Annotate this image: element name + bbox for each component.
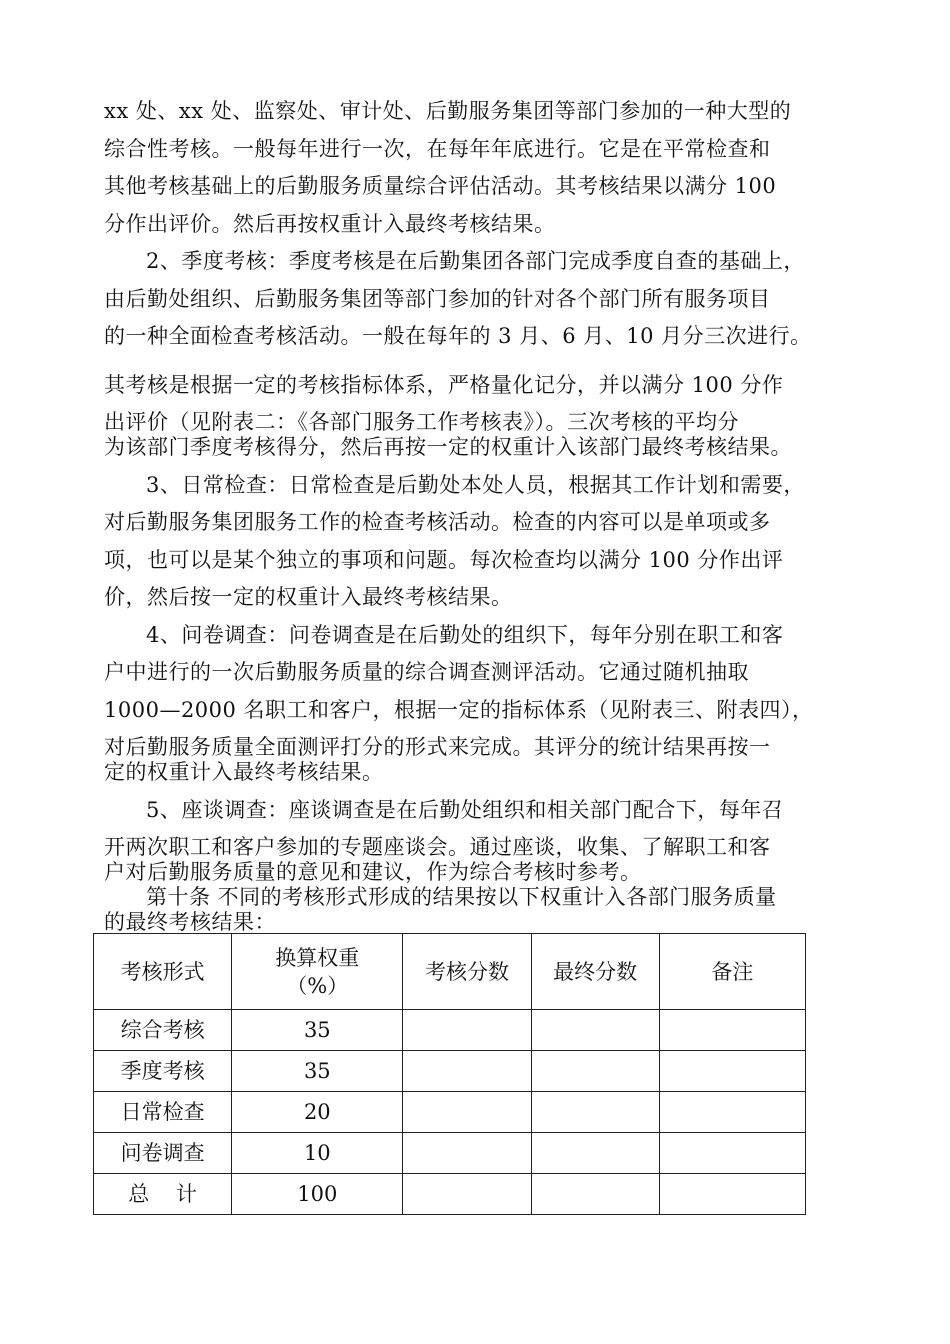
cell-score [403, 1174, 531, 1215]
paragraph-line: 户中进行的一次后勤服务质量的综合调查测评活动。它通过随机抽取 [104, 660, 749, 684]
cell-note [659, 1010, 805, 1051]
header-weight-line1: 换算权重 [275, 945, 360, 970]
paragraph-line: 4、问卷调查：问卷调查是在后勤处的组织下，每年分别在职工和客 [146, 623, 784, 647]
cell-final [531, 1133, 659, 1174]
table-row [94, 1092, 806, 1133]
table-header-row [94, 934, 806, 1010]
paragraph-line: 第十条 不同的考核形式形成的结果按以下权重计入各部门服务质量 [146, 885, 777, 909]
cell-weight: 20 [232, 1092, 403, 1133]
paragraph-line: 其他考核基础上的后勤服务质量综合评估活动。其考核结果以满分 100 [104, 174, 777, 198]
cell-note [659, 1051, 805, 1092]
paragraph-line: 的最终考核结果： [104, 910, 276, 934]
paragraph-line: 由后勤处组织、后勤服务集团等部门参加的针对各个部门所有服务项目 [104, 287, 771, 311]
paragraph-line: 1000—2000 名职工和客户，根据一定的指标体系（见附表三、附表四）， [104, 698, 814, 722]
cell-form: 问卷调查 [94, 1133, 232, 1174]
paragraph-line: 的一种全面检查考核活动。一般在每年的 3 月、6 月、10 月分三次进行。 [104, 324, 812, 348]
cell-form: 综合考核 [94, 1010, 232, 1051]
cell-weight: 100 [232, 1174, 403, 1215]
paragraph-line: 分作出评价。然后再按权重计入最终考核结果。 [104, 212, 556, 236]
cell-weight: 10 [232, 1133, 403, 1174]
table-row [94, 1010, 806, 1051]
cell-final [531, 1051, 659, 1092]
header-score: 考核分数 [403, 934, 531, 1010]
header-weight [232, 934, 403, 1010]
table-row-total [94, 1174, 806, 1215]
paragraph-line: 定的权重计入最终考核结果。 [104, 760, 384, 784]
paragraph-line: 对后勤服务质量全面测评打分的形式来完成。其评分的统计结果再按一 [104, 735, 771, 759]
paragraph-line: 综合性考核。一般每年进行一次，在每年年底进行。它是在平常检查和 [104, 137, 771, 161]
table-row [94, 1051, 806, 1092]
cell-form: 季度考核 [94, 1051, 232, 1092]
paragraph-line: 3、日常检查：日常检查是后勤处本处人员，根据其工作计划和需要， [146, 473, 805, 497]
paragraph-line: 开两次职工和客户参加的专题座谈会。通过座谈，收集、了解职工和客 [104, 835, 771, 859]
cell-note [659, 1133, 805, 1174]
cell-note [659, 1174, 805, 1215]
paragraph-line: xx 处、xx 处、监察处、审计处、后勤服务集团等部门参加的一种大型的 [104, 99, 792, 123]
weight-table [93, 933, 806, 1215]
cell-form: 日常检查 [94, 1092, 232, 1133]
table-row [94, 1133, 806, 1174]
cell-note [659, 1092, 805, 1133]
paragraph-line: 2、季度考核：季度考核是在后勤集团各部门完成季度自查的基础上， [146, 249, 805, 273]
paragraph-line: 为该部门季度考核得分，然后再按一定的权重计入该部门最终考核结果。 [104, 435, 792, 459]
cell-final [531, 1092, 659, 1133]
header-final: 最终分数 [531, 934, 659, 1010]
cell-score [403, 1092, 531, 1133]
cell-final [531, 1174, 659, 1215]
header-form: 考核形式 [94, 934, 232, 1010]
cell-score [403, 1051, 531, 1092]
paragraph-line: 项，也可以是某个独立的事项和问题。每次检查均以满分 100 分作出评 [104, 548, 784, 572]
paragraph-line: 户对后勤服务质量的意见和建议，作为综合考核时参考。 [104, 860, 642, 884]
cell-weight: 35 [232, 1010, 403, 1051]
paragraph-line: 价，然后按一定的权重计入最终考核结果。 [104, 585, 513, 609]
paragraph-line: 对后勤服务集团服务工作的检查考核活动。检查的内容可以是单项或多 [104, 510, 771, 534]
cell-final [531, 1010, 659, 1051]
paragraph-line: 出评价（见附表二：《各部门服务工作考核表》）。三次考核的平均分 [104, 410, 739, 434]
cell-score [403, 1133, 531, 1174]
header-weight-line2: （%） [286, 973, 349, 998]
paragraph-line: 5、座谈调查：座谈调查是在后勤处组织和相关部门配合下，每年召 [146, 798, 784, 822]
cell-score [403, 1010, 531, 1051]
paragraph-line: 其考核是根据一定的考核指标体系，严格量化记分，并以满分 100 分作 [104, 373, 784, 397]
header-note: 备注 [659, 934, 805, 1010]
cell-form: 总 计 [94, 1174, 232, 1215]
cell-weight: 35 [232, 1051, 403, 1092]
